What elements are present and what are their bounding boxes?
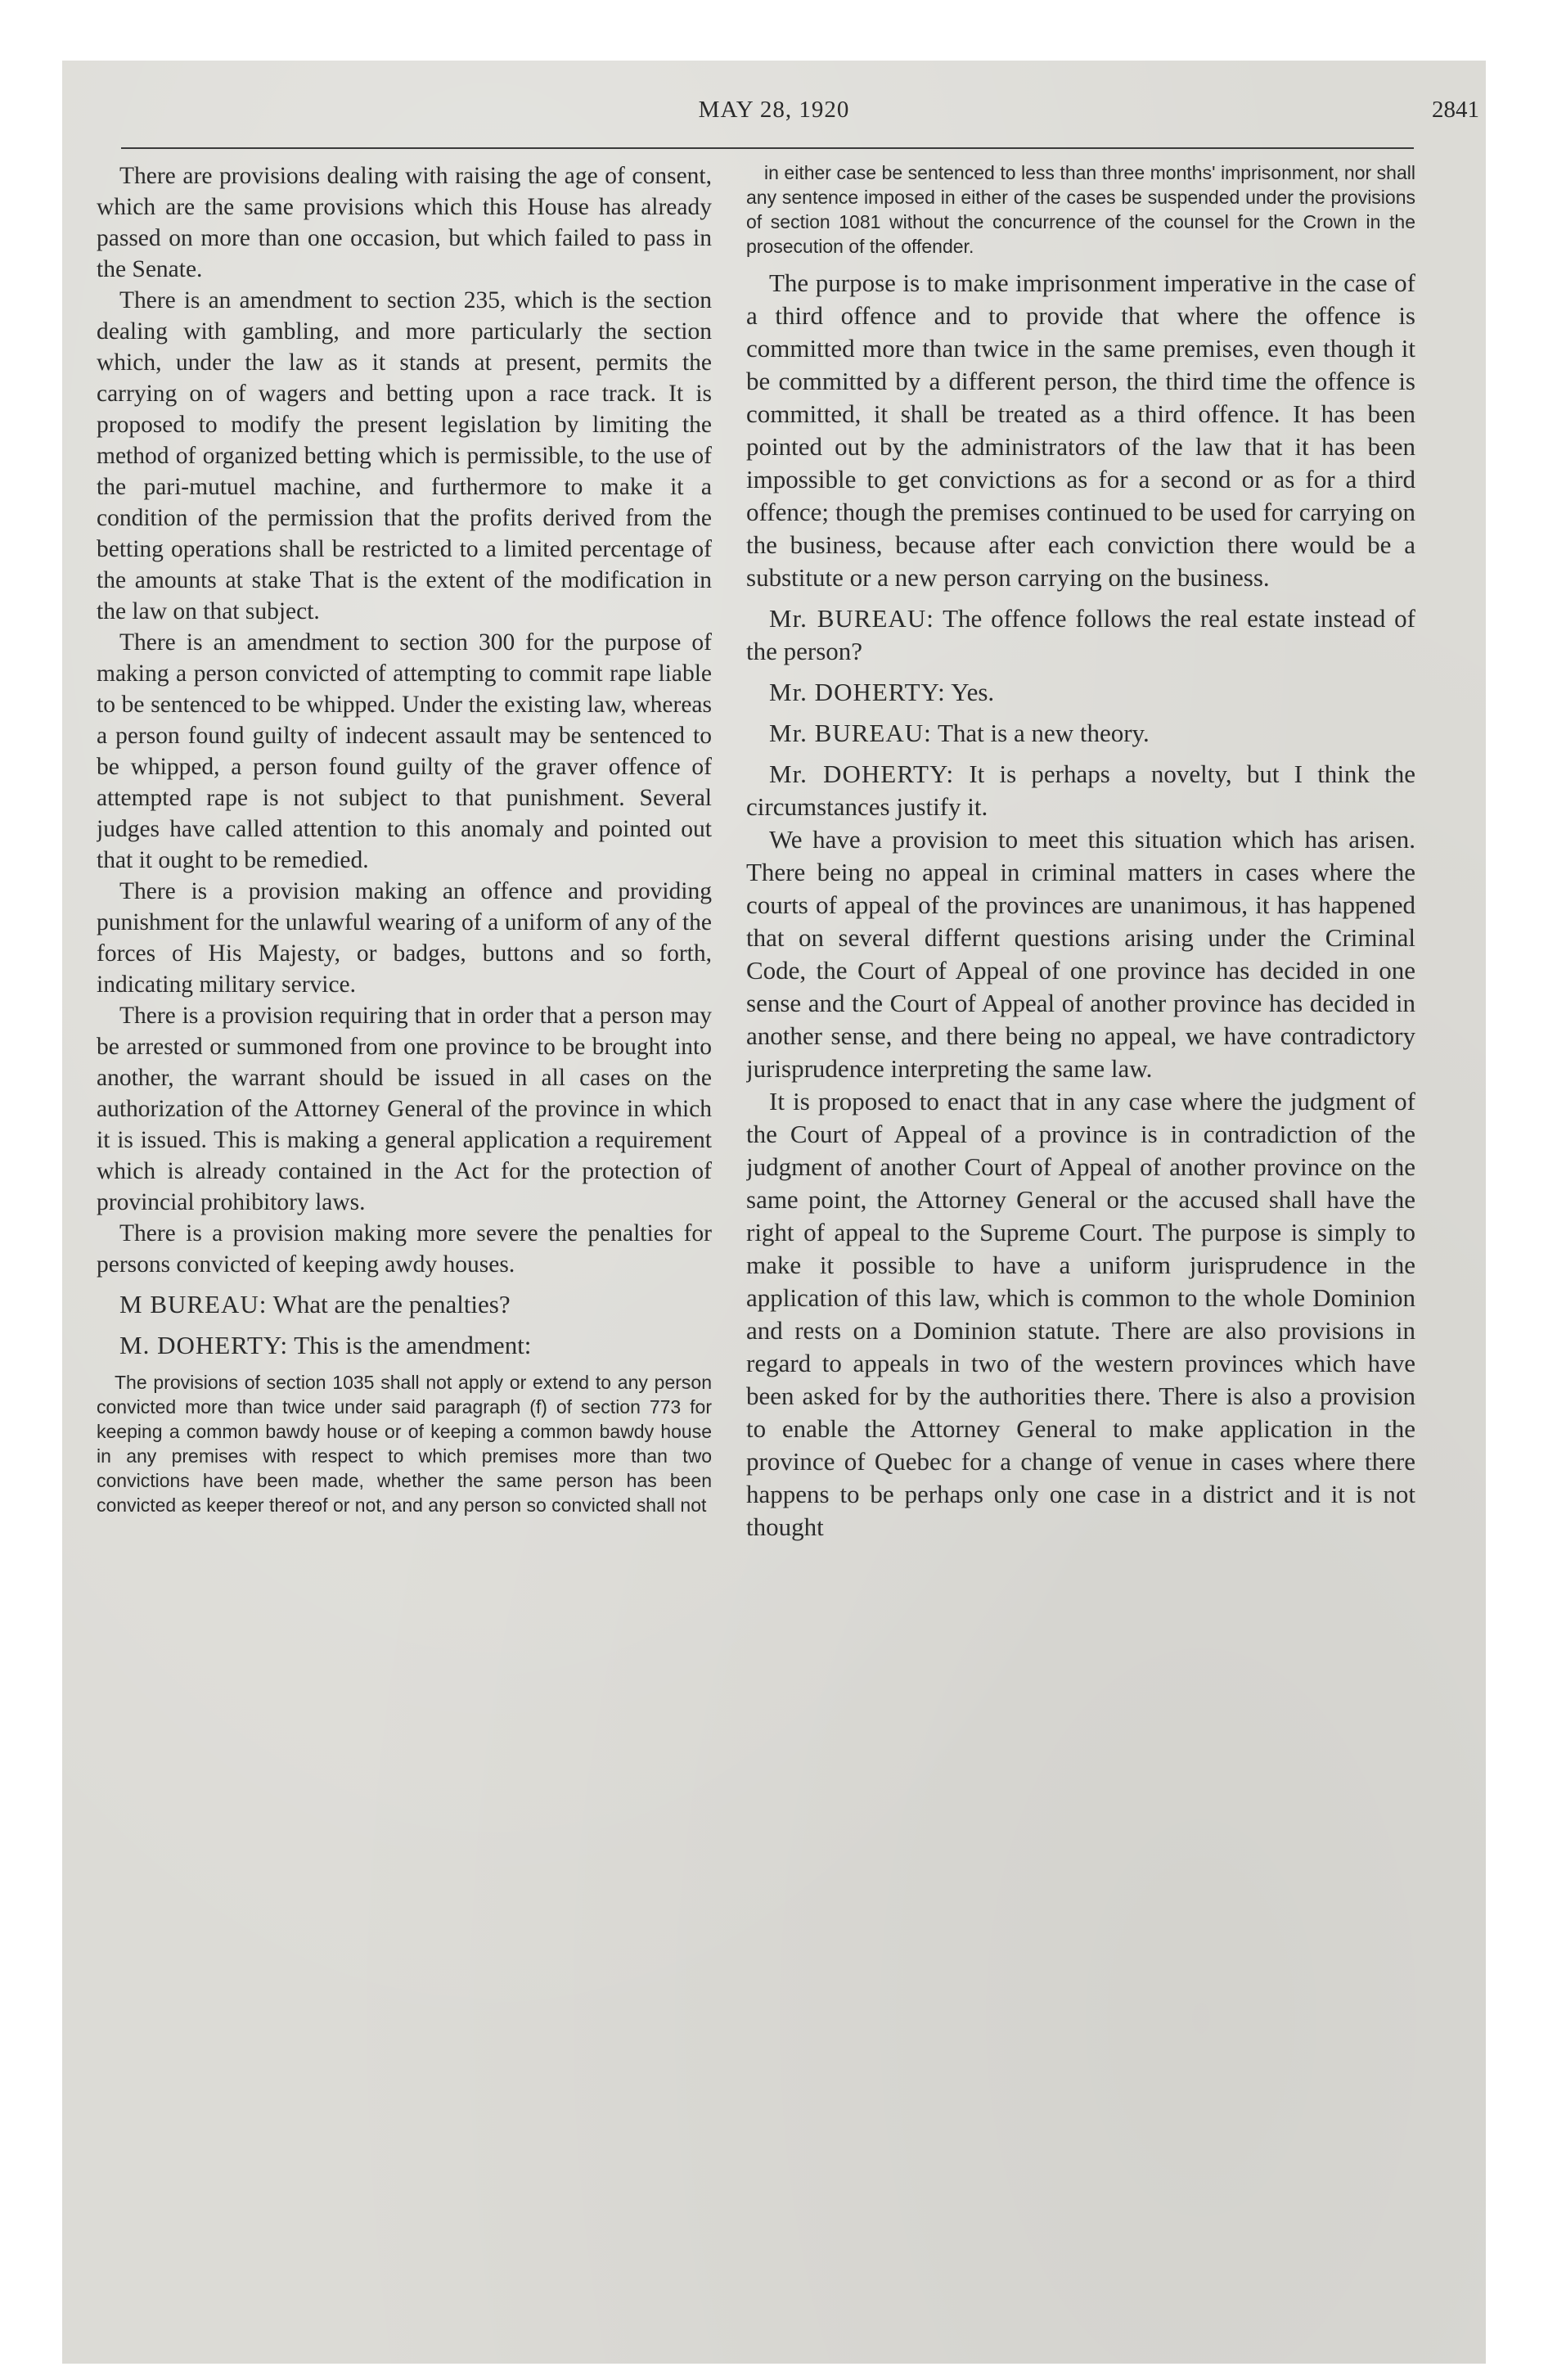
speaker-name: M. DOHERTY:	[119, 1331, 289, 1359]
speech-text: What are the penalties?	[272, 1290, 511, 1318]
header-date: MAY 28, 1920	[698, 97, 850, 123]
page-header	[0, 97, 1548, 137]
paragraph: The purpose is to make imprisonment imperative in the case of a third offence and to provide that where the offence is committed more than twice in the same premises, even though it be committed by a different person, the third time the offence is committed, it shall be treated as a third offence. It has been pointed out by the administrators of the law that it has been impossible to get convictions as for a second or as for a third offence; though the premises continued to be used for carrying on the business, because after each conviction there would be a substitute or a new person carrying on the business.	[746, 268, 1415, 592]
speaker-name: M BUREAU:	[119, 1290, 268, 1318]
speech-text: It is perhaps a novelty, but I think the circumstances justify it.	[746, 760, 1415, 821]
speaker-name: Mr. BUREAU:	[769, 604, 934, 633]
left-column	[97, 160, 712, 2256]
header-rule	[121, 147, 1414, 149]
paragraph: There is an amendment to section 235, which is the section dealing with gambling, and more particularly the section which, under the law as it stands at present, permits the carrying on of wagers and betting upon a race track. It is proposed to modify the present legislation by limiting the method of organized betting which is permissible, to the use of the pari-mutuel machine, and furthermore to make it a condition of the permission that the profits derived from the betting operations shall be restricted to a limited percentage of the amounts at stake That is the extent of the modification in the law on that subject.	[97, 287, 712, 624]
speech	[746, 676, 1415, 709]
speech	[746, 758, 1415, 823]
paragraph: There is a provision making an offence and providing punishment for the unlawful wearing of a uniform of any of the forces of His Majesty, or badges, buttons and so forth, indicating military service.	[97, 878, 712, 998]
paragraph: We have a provision to meet this situation which has arisen. There being no appeal in criminal matters in cases where the courts of appeal of the provinces are unanimous, it has happened that on several differnt questions arising under the Criminal Code, the Court of Appeal of one province has decided in one sense and the Court of Appeal of another province has decided in another sense, and there being no appeal, we have contradictory jurisprudence interpreting the same law.	[746, 825, 1415, 1083]
speech-text: This is the amendment:	[294, 1331, 532, 1359]
right-column	[746, 160, 1415, 2256]
quoted-amendment: The provisions of section 1035 shall not apply or extend to any person convicted more than twice under said paragraph (f) of section 773 for keeping a common bawdy house or of keeping a common bawdy house in any premises with respect to which premises more than two convictions have been made, whether the same person has been convicted as keeper thereof or not, and any person so convicted shall not	[97, 1372, 712, 1516]
speech	[97, 1288, 712, 1321]
paragraph: It is proposed to enact that in any case where the judgment of the Court of Appeal of a province is in contradiction of the judgment of another Court of Appeal of another province on the same point, the Attorney General or the accused shall have the right of appeal to the Supreme Court. The purpose is simply to make it possible to have a uniform jurisprudence in the application of this law, which is common to the whole Dominion and rests on a Dominion statute. There are also provisions in regard to appeals in two of the western provinces which have been asked for by the authorities there. There is also a provision to enable the Attorney General to make application in the province of Quebec for a change of venue in cases where there happens to be perhaps only one case in a district and it is not thought	[746, 1087, 1415, 1541]
paragraph: There are provisions dealing with raising the age of consent, which are the same provisions which this House has already passed on more than one occasion, but which failed to pass in the Senate.	[97, 163, 712, 282]
quoted-amendment: in either case be sentenced to less than three months' imprisonment, nor shall any sentence imposed in either of the cases be suspended under the provisions of section 1081 without the concurrence of the counsel for the Crown in the prosecution of the offender.	[746, 162, 1415, 257]
speech	[746, 602, 1415, 668]
speech	[97, 1329, 712, 1362]
speaker-name: Mr. DOHERTY:	[769, 760, 955, 788]
paragraph: There is a provision making more severe the penalties for persons convicted of keeping awdy houses.	[97, 1220, 712, 1278]
speech	[746, 717, 1415, 750]
speaker-name: Mr. DOHERTY:	[769, 678, 946, 706]
speech-text: That is a new theory.	[937, 719, 1150, 747]
speech-text: The offence follows the real estate instead of the person?	[746, 604, 1415, 665]
speech-text: Yes.	[951, 678, 995, 706]
paragraph: There is a provision requiring that in order that a person may be arrested or summoned from one province to be brought into another, the warrant should be issued in all cases on the authorization of the Attorney General of the province in which it is issued. This is making a general application a requirement which is already contained in the Act for the protection of provincial prohibitory laws.	[97, 1003, 712, 1215]
speaker-name: Mr. BUREAU:	[769, 719, 932, 747]
paragraph: There is an amendment to section 300 for the purpose of making a person convicted of attempting to commit rape liable to be sentenced to be whipped. Under the existing law, whereas a person found guilty of indecent assault may be sentenced to be whipped, a person found guilty of the graver offence of attempted rape is not subject to that punishment. Several judges have called attention to this anomaly and pointed out that it ought to be remedied.	[97, 629, 712, 873]
page-number: 2841	[1432, 97, 1479, 123]
